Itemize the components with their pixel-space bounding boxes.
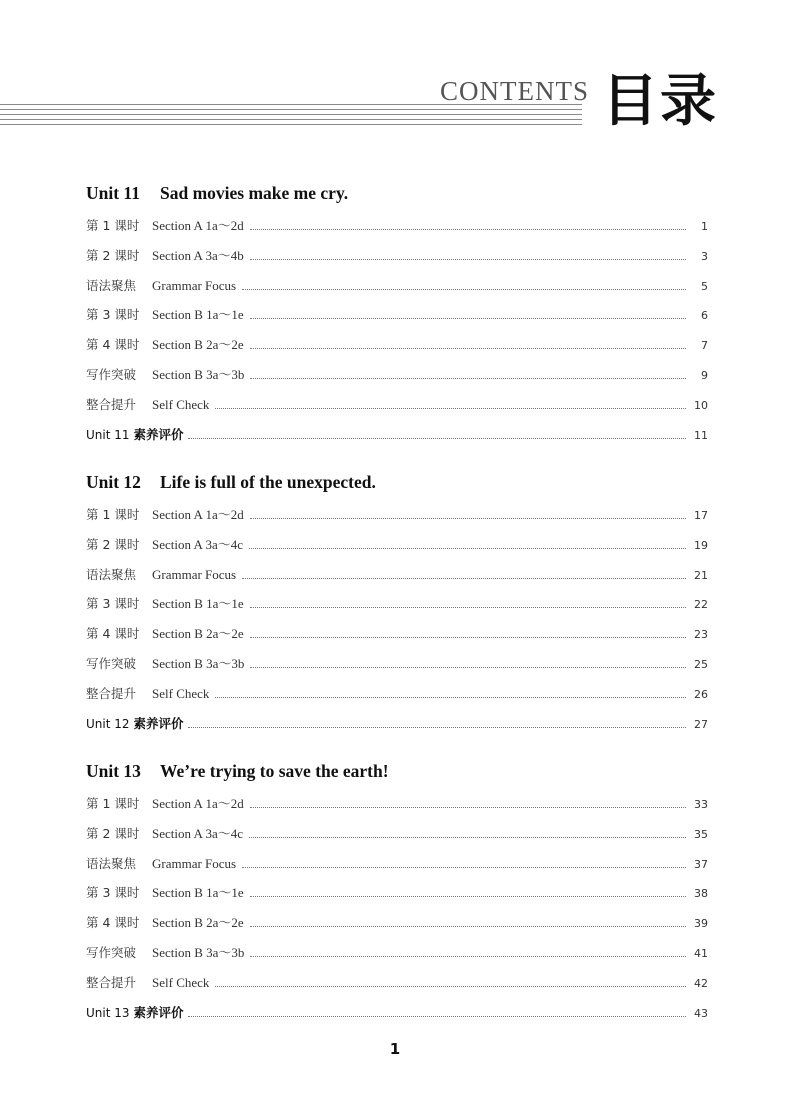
section-name: Section B 3a～3b — [152, 944, 245, 960]
section-name: Section B 2a～2e — [152, 337, 244, 353]
toc-entry[interactable] — [86, 500, 708, 530]
dot-leader — [215, 408, 686, 409]
toc-entry[interactable] — [86, 878, 708, 908]
dot-leader — [250, 637, 686, 638]
lesson-label: 第 2 课时 — [86, 825, 140, 841]
section-name: Section B 1a～1e — [152, 885, 244, 901]
page-number: 1 — [389, 1040, 401, 1058]
lesson-label: 第 1 课时 — [86, 218, 140, 233]
page-ref: 35 — [694, 827, 708, 841]
section-name: Section A 3a～4c — [152, 825, 243, 841]
dot-leader — [188, 1016, 686, 1017]
toc-entry-evaluation[interactable] — [86, 420, 708, 450]
section-name: Self Check — [152, 396, 210, 412]
chinese-title: 目录 — [602, 69, 718, 134]
section-name: Self Check — [152, 974, 210, 990]
toc-entry[interactable] — [86, 589, 708, 619]
dot-leader — [188, 727, 686, 728]
unit-title[interactable] — [86, 471, 708, 493]
dot-leader — [250, 318, 686, 319]
unit-11-block — [86, 182, 708, 449]
dot-leader — [250, 378, 686, 379]
section-name: Grammar Focus — [152, 277, 237, 293]
page-ref: 21 — [694, 568, 708, 582]
page-ref: 11 — [694, 428, 708, 442]
lesson-label: 整合提升 — [86, 974, 137, 990]
toc-entry[interactable] — [86, 679, 708, 709]
lesson-label: 写作突破 — [86, 944, 137, 960]
unit-12-block — [86, 471, 708, 738]
lesson-label: 第 4 课时 — [86, 915, 140, 931]
unit-name: Sad movies make me cry. — [160, 183, 349, 203]
page-ref: 7 — [701, 339, 708, 353]
dot-leader — [250, 667, 686, 668]
dot-leader — [250, 229, 686, 230]
page-ref: 19 — [694, 538, 708, 552]
section-name: Section A 1a～2d — [152, 796, 244, 811]
section-name: Section B 3a～3b — [152, 655, 245, 671]
toc-entry[interactable] — [86, 530, 708, 560]
lesson-label: 第 4 课时 — [86, 337, 140, 353]
page-ref: 43 — [694, 1006, 708, 1020]
evaluation-text: 素养评价 — [133, 426, 184, 442]
evaluation-text: 素养评价 — [133, 715, 184, 731]
dot-leader — [242, 867, 686, 868]
unit-title[interactable] — [86, 760, 708, 782]
dot-leader — [250, 348, 686, 349]
toc-entry[interactable] — [86, 649, 708, 679]
page-header — [0, 0, 790, 150]
page-ref: 3 — [701, 249, 708, 263]
page-ref: 37 — [694, 857, 708, 871]
page-ref: 39 — [694, 917, 708, 931]
lesson-label: 第 3 课时 — [86, 885, 140, 901]
page-ref: 1 — [701, 220, 708, 233]
evaluation-label — [86, 420, 188, 451]
toc-entry[interactable] — [86, 619, 708, 649]
section-name: Section B 1a～1e — [152, 596, 244, 612]
section-name: Section A 3a～4c — [152, 536, 243, 552]
page-ref: 33 — [694, 798, 708, 811]
lesson-label: 第 1 课时 — [86, 507, 140, 522]
section-name: Section B 1a～1e — [152, 307, 244, 323]
page-ref: 23 — [694, 628, 708, 642]
dot-leader — [249, 548, 686, 549]
unit-title[interactable] — [86, 182, 708, 204]
dot-leader — [242, 289, 686, 290]
unit-number: Unit 12 — [86, 472, 141, 492]
unit-name: Life is full of the unexpected. — [160, 472, 376, 492]
section-name: Grammar Focus — [152, 566, 237, 582]
toc-entry[interactable] — [86, 560, 708, 590]
dot-leader — [250, 896, 686, 897]
section-name: Grammar Focus — [152, 855, 237, 871]
section-name: Section B 3a～3b — [152, 366, 245, 382]
dot-leader — [250, 259, 686, 260]
lesson-label: 写作突破 — [86, 366, 137, 382]
lesson-label: 整合提升 — [86, 396, 137, 412]
lesson-label: 第 2 课时 — [86, 247, 140, 263]
evaluation-label — [86, 998, 188, 1029]
lesson-label: 第 4 课时 — [86, 626, 140, 642]
section-name: Section A 3a～4b — [152, 247, 244, 263]
toc-entry[interactable] — [86, 330, 708, 360]
lesson-label: 第 1 课时 — [86, 796, 140, 811]
section-name: Section A 1a～2d — [152, 507, 244, 522]
toc-entry[interactable] — [86, 241, 708, 271]
dot-leader — [250, 518, 686, 519]
page-ref: 22 — [694, 598, 708, 612]
page-ref: 10 — [694, 398, 708, 412]
evaluation-text: 素养评价 — [133, 1004, 184, 1020]
dot-leader — [250, 807, 686, 808]
toc-entry[interactable] — [86, 211, 708, 241]
toc-entry[interactable] — [86, 819, 708, 849]
page-ref: 38 — [694, 887, 708, 901]
evaluation-unit: Unit 11 — [86, 427, 130, 442]
toc-entry[interactable] — [86, 390, 708, 420]
dot-leader — [242, 578, 686, 579]
header-stripes — [0, 104, 582, 129]
unit-13-block — [86, 760, 708, 1027]
lesson-label: 整合提升 — [86, 685, 137, 701]
toc-entry[interactable] — [86, 360, 708, 390]
dot-leader — [250, 607, 686, 608]
page-ref: 5 — [701, 279, 708, 293]
dot-leader — [250, 956, 686, 957]
page-ref: 27 — [694, 717, 708, 731]
page-ref: 26 — [694, 687, 708, 701]
page-ref: 41 — [694, 946, 708, 960]
unit-number: Unit 11 — [86, 183, 140, 203]
contents-heading: CONTENTS — [440, 76, 589, 106]
dot-leader — [188, 438, 686, 439]
toc-entry[interactable] — [86, 849, 708, 879]
dot-leader — [215, 697, 686, 698]
evaluation-label — [86, 709, 188, 740]
dot-leader — [215, 986, 686, 987]
page-ref: 42 — [694, 976, 708, 990]
section-name: Self Check — [152, 685, 210, 701]
page-ref: 9 — [701, 368, 708, 382]
page-ref: 17 — [694, 509, 708, 522]
toc-entry[interactable] — [86, 300, 708, 330]
toc-entry-evaluation[interactable] — [86, 998, 708, 1028]
evaluation-unit: Unit 13 — [86, 1005, 130, 1020]
lesson-label: 语法聚焦 — [86, 277, 137, 293]
lesson-label: 写作突破 — [86, 655, 137, 671]
lesson-label: 第 3 课时 — [86, 307, 140, 323]
dot-leader — [250, 926, 686, 927]
evaluation-unit: Unit 12 — [86, 716, 130, 731]
dot-leader — [249, 837, 686, 838]
lesson-label: 语法聚焦 — [86, 855, 137, 871]
toc-entry-evaluation[interactable] — [86, 709, 708, 739]
lesson-label: 语法聚焦 — [86, 566, 137, 582]
page-ref: 6 — [701, 309, 708, 323]
section-name: Section A 1a～2d — [152, 218, 244, 233]
lesson-label: 第 3 课时 — [86, 596, 140, 612]
section-name: Section B 2a～2e — [152, 626, 244, 642]
toc-entry[interactable] — [86, 908, 708, 938]
toc-entry[interactable] — [86, 789, 708, 819]
lesson-label: 第 2 课时 — [86, 536, 140, 552]
toc-entry[interactable] — [86, 968, 708, 998]
toc-entry[interactable] — [86, 938, 708, 968]
unit-number: Unit 13 — [86, 761, 141, 781]
unit-name: We’re trying to save the earth! — [160, 761, 389, 781]
section-name: Section B 2a～2e — [152, 915, 244, 931]
toc-entry[interactable] — [86, 271, 708, 301]
page-ref: 25 — [694, 657, 708, 671]
